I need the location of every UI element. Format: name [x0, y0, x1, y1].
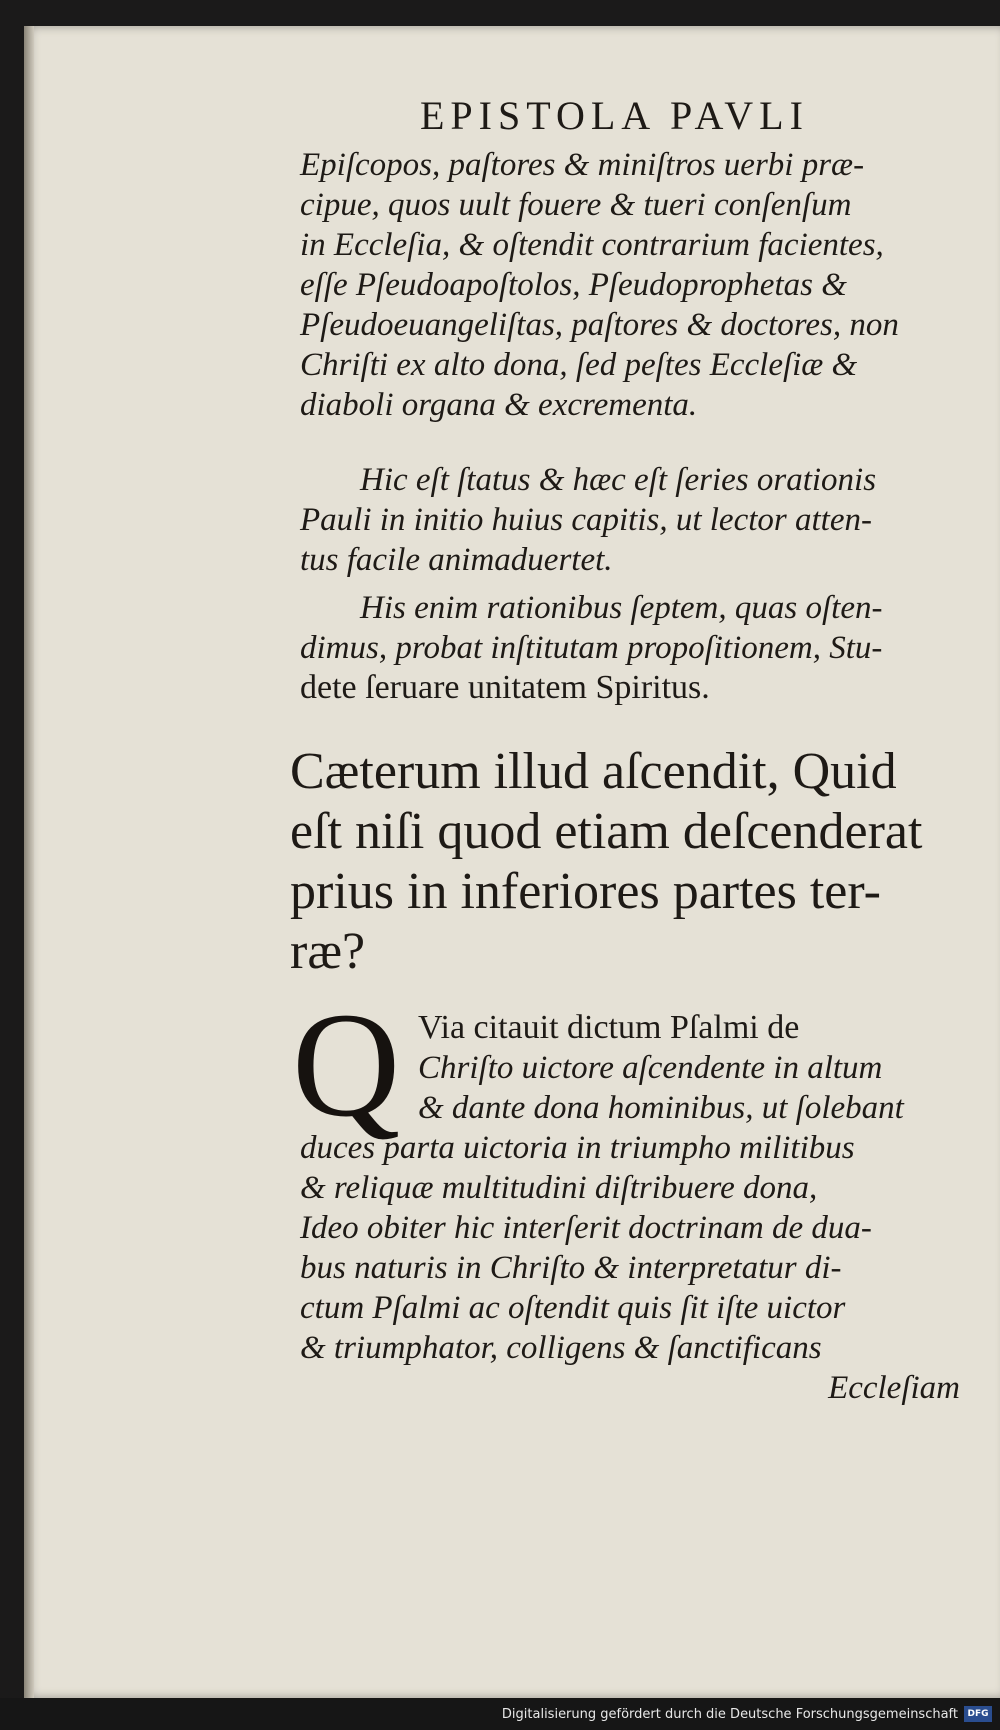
- text-line: His enim rationibus ſeptem, quas oſten-: [360, 590, 883, 626]
- paragraph-3: [300, 588, 960, 708]
- commentary-paragraph: [300, 1008, 960, 1408]
- text-line: & dante dona hominibus, ut ſolebant: [418, 1090, 904, 1126]
- text-line: Ideo obiter hic interſerit doctrinam de dua-: [300, 1210, 872, 1246]
- running-title: EPISTOLA PAVLI: [420, 93, 809, 138]
- text-line: Via citauit dictum Pſalmi de: [418, 1009, 800, 1046]
- drop-cap-initial: Q: [292, 982, 401, 1148]
- text-line: duces parta uictoria in triumpho militibus: [300, 1130, 855, 1166]
- scripture-verse: [290, 742, 950, 982]
- verse-line: eſt niſi quod etiam deſcenderat: [290, 803, 923, 860]
- text-line: Pauli in initio huius capitis, ut lector atten-: [300, 502, 872, 538]
- page-gutter-shadow: [24, 26, 34, 1698]
- text-line: bus naturis in Chriſto & interpretatur di-: [300, 1250, 842, 1286]
- text-line: & reliquæ multitudini diſtribuere dona,: [300, 1170, 818, 1206]
- text-line: Epiſcopos, paſtores & miniſtros uerbi præ-: [300, 147, 865, 183]
- verse-line: prius in inferiores partes ter-: [290, 863, 881, 920]
- text-line: dete ſeruare unitatem Spiritus.: [300, 669, 710, 706]
- text-line: ctum Pſalmi ac oſtendit quis ſit iſte uictor: [300, 1290, 846, 1326]
- text-line: & triumphator, colligens & ſanctificans: [300, 1330, 822, 1366]
- text-line: Hic eſt ſtatus & hæc eſt ſeries orationis: [360, 462, 877, 498]
- paragraph-2: [300, 460, 960, 580]
- text-line: Pſeudoeuangeliſtas, paſtores & doctores, non: [300, 307, 899, 343]
- paragraph-1: [300, 145, 960, 425]
- text-line: diaboli organa & excrementa.: [300, 387, 698, 423]
- funding-credit: Digitalisierung gefördert durch die Deutsche Forschungsgemeinschaft: [501, 1707, 958, 1722]
- text-line: cipue, quos uult fouere & tueri conſenſum: [300, 187, 852, 223]
- text-line: Chriſti ex alto dona, ſed peſtes Eccleſiæ &: [300, 347, 858, 383]
- digitization-footer: [0, 1698, 1000, 1730]
- text-line: Chriſto uictore aſcendente in altum: [418, 1050, 883, 1086]
- verse-line: ræ?: [290, 923, 366, 980]
- catchword: Eccleſiam: [828, 1370, 960, 1406]
- dfg-logo-icon: DFG: [964, 1706, 992, 1722]
- text-line: in Eccleſia, & oſtendit contrarium facientes,: [300, 227, 884, 263]
- text-line: eſſe Pſeudoapoſtolos, Pſeudoprophetas &: [300, 267, 847, 303]
- verse-line: Cæterum illud aſcendit, Quid: [290, 743, 897, 800]
- text-line: tus facile animaduertet.: [300, 542, 613, 578]
- text-line: dimus, probat inſtitutam propoſitionem, Stu-: [300, 630, 883, 666]
